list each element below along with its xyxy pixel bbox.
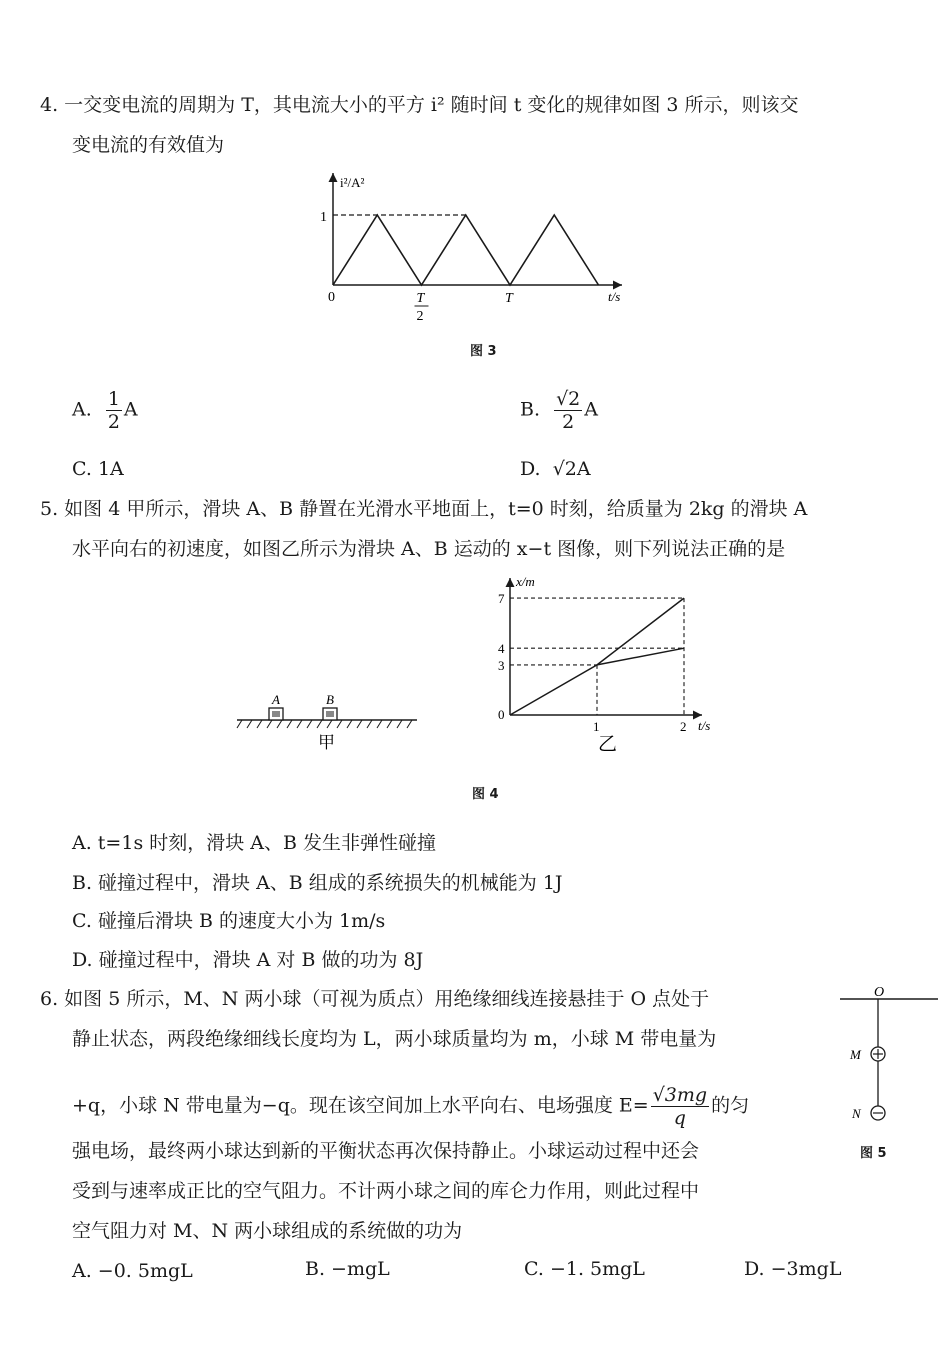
q4-caption: 图 3 [470, 344, 497, 359]
q5-chart-yi [488, 572, 728, 762]
q6-option-c[interactable]: C. −1. 5mgL [524, 1258, 645, 1280]
q4-chart-figure3 [310, 165, 630, 325]
q5-ground-hatch [237, 720, 412, 728]
q4-stem-line1: 4. 一交变电流的周期为 T，其电流大小的平方 i² 随时间 t 变化的规律如图 3 所示，则该交 [40, 94, 799, 116]
q5-option-b[interactable]: B. 碰撞过程中，滑块 A、B 组成的系统损失的机械能为 1J [72, 872, 563, 894]
q5-jia-label: 甲 [318, 733, 335, 752]
q4-xlabel: t/s [608, 289, 621, 304]
q6-caption: 图 5 [860, 1146, 887, 1161]
q5-ytick-4: 4 [498, 641, 505, 657]
q5-caption: 图 4 [472, 787, 499, 802]
q5-xtick-1: 1 [593, 719, 600, 734]
q6-stem-line1: 6. 如图 5 所示，M、N 两小球（可视为质点）用绝缘细线连接悬挂于 O 点处于 [40, 988, 710, 1010]
q5-ytick-7: 7 [498, 591, 505, 607]
q4-option-a[interactable]: A. $\frac{1}{2}$ A [72, 388, 138, 433]
q4-xtick-t: T [505, 291, 513, 306]
q5-option-c[interactable]: C. 碰撞后滑块 B 的速度大小为 1m/s [72, 910, 386, 932]
q5-xlabel: t/s [698, 718, 711, 733]
q5-ylabel: x/m [516, 574, 535, 589]
q4-ylabel: i²/A² [340, 175, 365, 190]
q4-xtick-half-num: T [416, 291, 425, 306]
q5-option-d[interactable]: D. 碰撞过程中，滑块 A 对 B 做的功为 8J [72, 949, 424, 971]
q5-series-1 [597, 648, 684, 665]
q5-stem-line1: 5. 如图 4 甲所示，滑块 A、B 静置在光滑水平地面上，t=0 时刻，给质量为 2kg 的滑块 A [40, 498, 808, 520]
q6-label-m: M [850, 1047, 861, 1062]
q4-ytick-1: 1 [320, 210, 327, 225]
q5-stem-line2: 水平向右的初速度，如图乙所示为滑块 A、B 运动的 x−t 图像，则下列说法正确的是 [72, 538, 786, 560]
q6-stem-line6: 空气阻力对 M、N 两小球组成的系统做的功为 [72, 1220, 463, 1242]
q6-label-n: N [852, 1106, 861, 1121]
q5-block-b-fill [326, 711, 334, 717]
q4-option-d[interactable]: D. √2A [520, 458, 591, 480]
q5-xtick-2: 2 [680, 719, 687, 734]
q5-block-a-fill [272, 711, 280, 717]
q6-stem-line2: 静止状态，两段绝缘细线长度均为 L，两小球质量均为 m，小球 M 带电量为 [72, 1028, 717, 1050]
q5-block-a-label: A [272, 692, 280, 707]
q5-option-a[interactable]: A. t=1s 时刻，滑块 A、B 发生非弹性碰撞 [72, 832, 436, 854]
q5-figure-jia [232, 690, 432, 760]
q4-option-c[interactable]: C. 1A [72, 458, 124, 480]
q6-stem-line3: +q，小球 N 带电量为−q。现在该空间加上水平向右、电场强度 E= $\frac{√3mg}{q}$ 的匀 [72, 1084, 750, 1129]
q6-option-d[interactable]: D. −3mgL [744, 1258, 842, 1280]
q4-series-line [333, 215, 599, 285]
q6-stem-line5: 受到与速率成正比的空气阻力。不计两小球之间的库仑力作用，则此过程中 [72, 1180, 700, 1202]
q5-yi-label: 乙 [598, 734, 618, 755]
q5-ytick-3: 3 [498, 657, 505, 673]
q6-stem-line4: 强电场，最终两小球达到新的平衡状态再次保持静止。小球运动过程中还会 [72, 1140, 700, 1162]
q5-series-0 [510, 598, 684, 715]
q4-xtick-half-den: 2 [416, 309, 424, 324]
q4-xtick-0: 0 [328, 290, 335, 305]
q5-xtick-0: 0 [498, 707, 505, 722]
q6-option-b[interactable]: B. −mgL [305, 1258, 390, 1280]
q4-option-b[interactable]: B. $\frac{√2}{2}$ A [520, 388, 598, 433]
q5-block-b-label: B [326, 692, 334, 707]
q4-stem-line2: 变电流的有效值为 [72, 134, 225, 156]
q6-label-o: O [874, 985, 885, 1000]
q6-option-a[interactable]: A. −0. 5mgL [72, 1260, 193, 1282]
q6-figure5 [836, 982, 946, 1132]
